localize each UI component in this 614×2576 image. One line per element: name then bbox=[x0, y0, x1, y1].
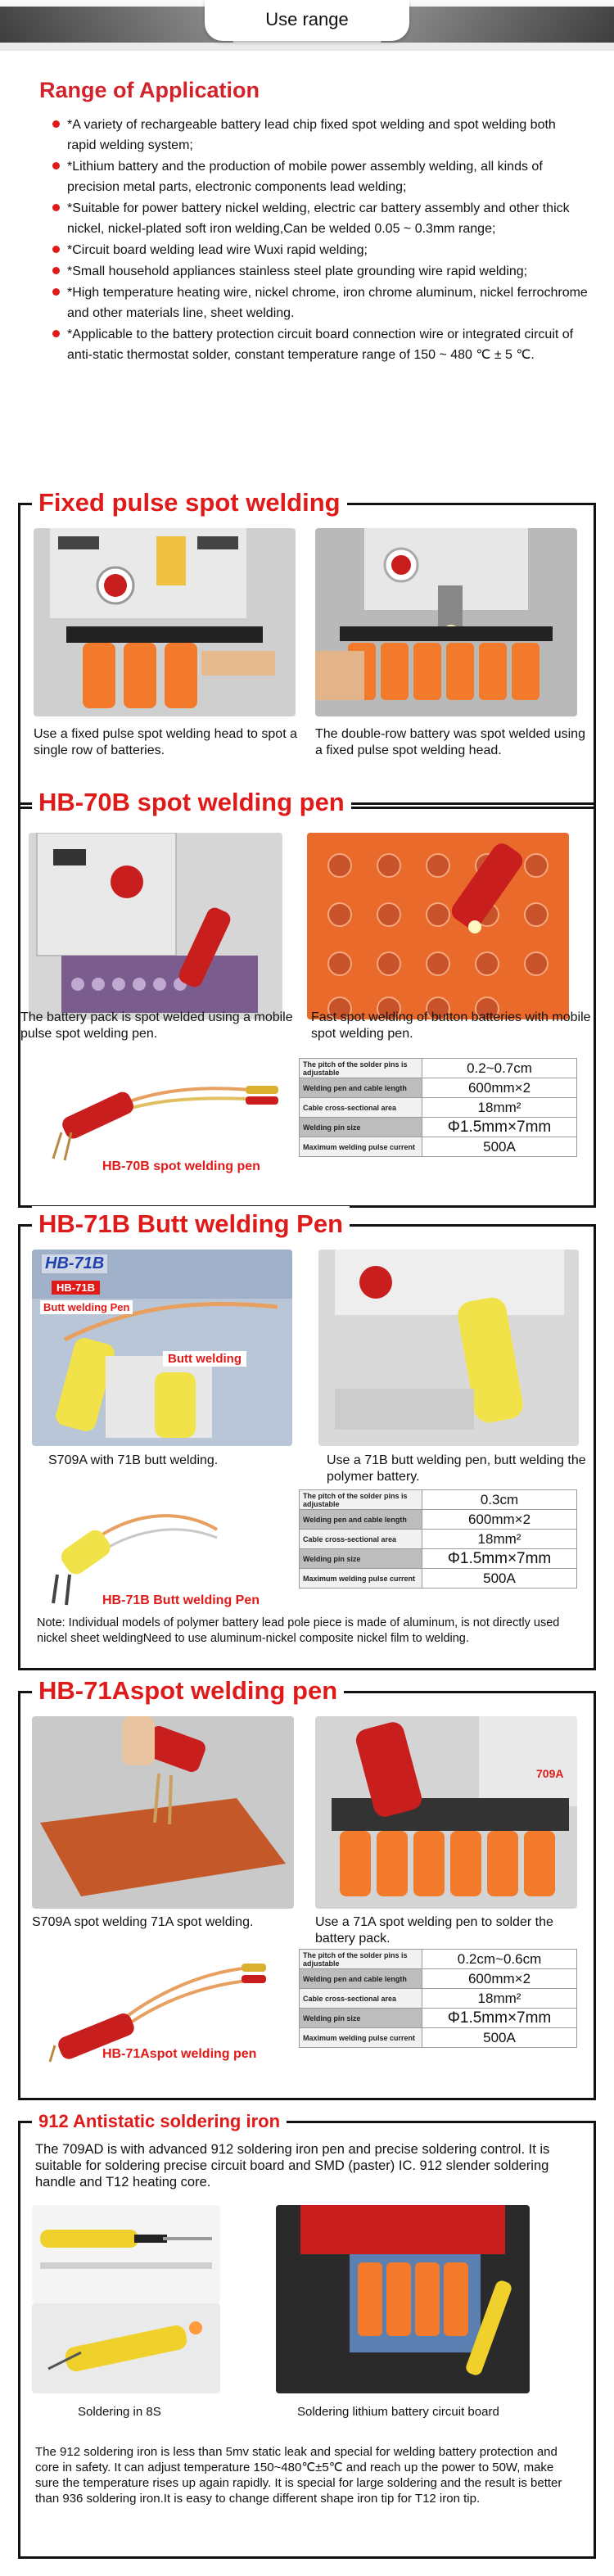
bullet-icon bbox=[52, 267, 60, 274]
body-text: The 912 soldering iron is less than 5mv static leak and special for welding battery protection and core in safety. It can adjust temperature 150~480℃±5℃ and reach up the power to 50W, make sure the temperature rises up again rapidly. It is special for large soldering and the result is better than 936 soldering iron.It is easy to change different shape iron tip for T12 iron tip. bbox=[35, 2445, 562, 2506]
list-item: *High temperature heating wire, nickel chrome, iron chrome aluminum, nickel ferrochrome and other materials line, sheet welding. bbox=[18, 282, 596, 323]
table-row: Welding pen and cable length 600mm×2 bbox=[300, 1969, 577, 1989]
pen-label: HB-71Aspot welding pen bbox=[102, 2047, 257, 2061]
caption-right: Fast spot welding of button batteries with mobile spot welding pen. bbox=[311, 1010, 591, 1041]
photo-hb71b-pen bbox=[32, 1250, 292, 1446]
photo-71a-battery-pack bbox=[315, 1716, 577, 1909]
range-of-application bbox=[18, 78, 596, 366]
photo-soldering-circuit-board bbox=[276, 2205, 530, 2393]
table-row: Cable cross-sectional area 18mm² bbox=[300, 1530, 577, 1549]
list-item: *Suitable for power battery nickel welding, electric car battery assembly and other thick nickel, nickel-plated soft iron welding,Can be welded 0.05 ~ 0.3mm range; bbox=[18, 198, 596, 239]
bullet-icon bbox=[52, 330, 60, 337]
section-title: 912 Antistatic soldering iron bbox=[32, 2107, 287, 2136]
table-row: The pitch of the solder pins is adjustable 0.2~0.7cm bbox=[300, 1059, 577, 1078]
pen-label: HB-70B spot welding pen bbox=[102, 1159, 260, 1173]
section-hb71b bbox=[18, 1209, 596, 1670]
table-row: The pitch of the solder pins is adjustable 0.2cm~0.6cm bbox=[300, 1950, 577, 1969]
bullet-icon bbox=[52, 246, 60, 253]
table-row: The pitch of the solder pins is adjustable 0.3cm bbox=[300, 1490, 577, 1510]
spec-table bbox=[299, 1949, 577, 2048]
spec-table bbox=[299, 1058, 577, 1157]
photo-label: Butt welding Pen bbox=[40, 1300, 133, 1314]
bullet-icon bbox=[52, 162, 60, 169]
section-hb70b bbox=[18, 788, 596, 1208]
section-title: Fixed pulse spot welding bbox=[32, 485, 347, 521]
caption-right: Use a 71A spot welding pen to solder the battery pack. bbox=[315, 1915, 553, 1946]
photo-badge: HB-71B bbox=[42, 1254, 107, 1273]
table-row: Cable cross-sectional area 18mm² bbox=[300, 1989, 577, 2009]
caption-right: Soldering lithium battery circuit board bbox=[297, 2405, 499, 2419]
table-row: Cable cross-sectional area 18mm² bbox=[300, 1098, 577, 1118]
spec-table bbox=[299, 1489, 577, 1589]
table-row: Maximum welding pulse current 500A bbox=[300, 2028, 577, 2048]
bullet-icon bbox=[52, 120, 60, 128]
photo-hb70b-pen bbox=[45, 1059, 291, 1165]
list-item: *Circuit board welding lead wire Wuxi rapid welding; bbox=[18, 240, 596, 260]
photo-button-battery-welding bbox=[307, 833, 569, 1019]
list-item: *Small household appliances stainless steel plate grounding wire rapid welding; bbox=[18, 261, 596, 282]
caption-left: S709A with 71B butt welding. bbox=[48, 1453, 219, 1467]
header-banner bbox=[0, 0, 614, 51]
list-item: *Lithium battery and the production of mobile power assembly welding, all kinds of precision metal parts, electronic components lead welding; bbox=[18, 156, 596, 197]
photo-soldering-8s bbox=[32, 2303, 220, 2393]
section-hb71a bbox=[18, 1676, 596, 2100]
photo-model-label: 709A bbox=[536, 1767, 564, 1780]
section-fixed-pulse bbox=[18, 488, 596, 809]
banner-right-wing bbox=[381, 7, 614, 43]
table-row: Welding pin size Φ1.5mm×7mm bbox=[300, 1118, 577, 1137]
table-row: Welding pen and cable length 600mm×2 bbox=[300, 1510, 577, 1530]
table-row: Maximum welding pulse current 500A bbox=[300, 1137, 577, 1157]
caption-left: Use a fixed pulse spot welding head to spot a single row of batteries. bbox=[34, 727, 297, 757]
list-item: *A variety of rechargeable battery lead chip fixed spot welding and spot welding both rapid welding system; bbox=[18, 115, 596, 156]
photo-double-row-welding bbox=[315, 528, 577, 716]
table-row: Welding pen and cable length 600mm×2 bbox=[300, 1078, 577, 1098]
photo-label: Butt welding bbox=[163, 1351, 246, 1367]
caption-right: The double-row battery was spot welded using a fixed pulse spot welding head. bbox=[315, 727, 585, 757]
section-title: HB-71B Butt welding Pen bbox=[32, 1206, 350, 1242]
bullet-icon bbox=[52, 204, 60, 211]
note-text: Note: Individual models of polymer battery lead pole piece is made of aluminum, is not directly used nickel sheet weldingNeed to use aluminum-nickel composite nickel film to welding. bbox=[37, 1616, 560, 1645]
pen-label: HB-71B Butt welding Pen bbox=[102, 1593, 260, 1607]
caption-left: Soldering in 8S bbox=[78, 2405, 161, 2419]
photo-battery-pack-welding bbox=[29, 833, 282, 1019]
section-title: HB-71Aspot welding pen bbox=[32, 1673, 344, 1709]
table-row: Maximum welding pulse current 500A bbox=[300, 1569, 577, 1589]
intro-text: The 709AD is with advanced 912 soldering iron pen and precise soldering control. It is suitable for soldering precise circuit board and SMD (paster) IC. 912 slender soldering handle and T12 heating core. bbox=[35, 2142, 550, 2190]
section-title: HB-70B spot welding pen bbox=[32, 784, 351, 820]
photo-soldering-handle bbox=[32, 2205, 220, 2303]
table-row: Welding pin size Φ1.5mm×7mm bbox=[300, 1549, 577, 1569]
caption-right: Use a 71B butt welding pen, butt welding the polymer battery. bbox=[327, 1453, 586, 1484]
section-soldering-iron bbox=[18, 2111, 596, 2559]
photo-polymer-battery bbox=[318, 1250, 579, 1446]
range-title: Range of Application bbox=[39, 78, 260, 102]
page-title: Use range bbox=[205, 0, 409, 41]
list-item: *Applicable to the battery protection circuit board connection wire or integrated circuit of anti-static thermostat solder, constant temperature range of 150 ~ 480 ℃ ± 5 ℃. bbox=[18, 324, 596, 365]
photo-single-row-welding bbox=[34, 528, 296, 716]
caption-left: The battery pack is spot welded using a mobile pulse spot welding pen. bbox=[20, 1010, 293, 1041]
range-list bbox=[18, 115, 596, 365]
banner-left-wing bbox=[0, 7, 233, 43]
photo-label: HB-71B bbox=[52, 1281, 100, 1295]
caption-left: S709A spot welding 71A spot welding. bbox=[32, 1915, 254, 1929]
photo-71a-spot-welding bbox=[32, 1716, 294, 1909]
bullet-icon bbox=[52, 288, 60, 296]
table-row: Welding pin size Φ1.5mm×7mm bbox=[300, 2009, 577, 2028]
